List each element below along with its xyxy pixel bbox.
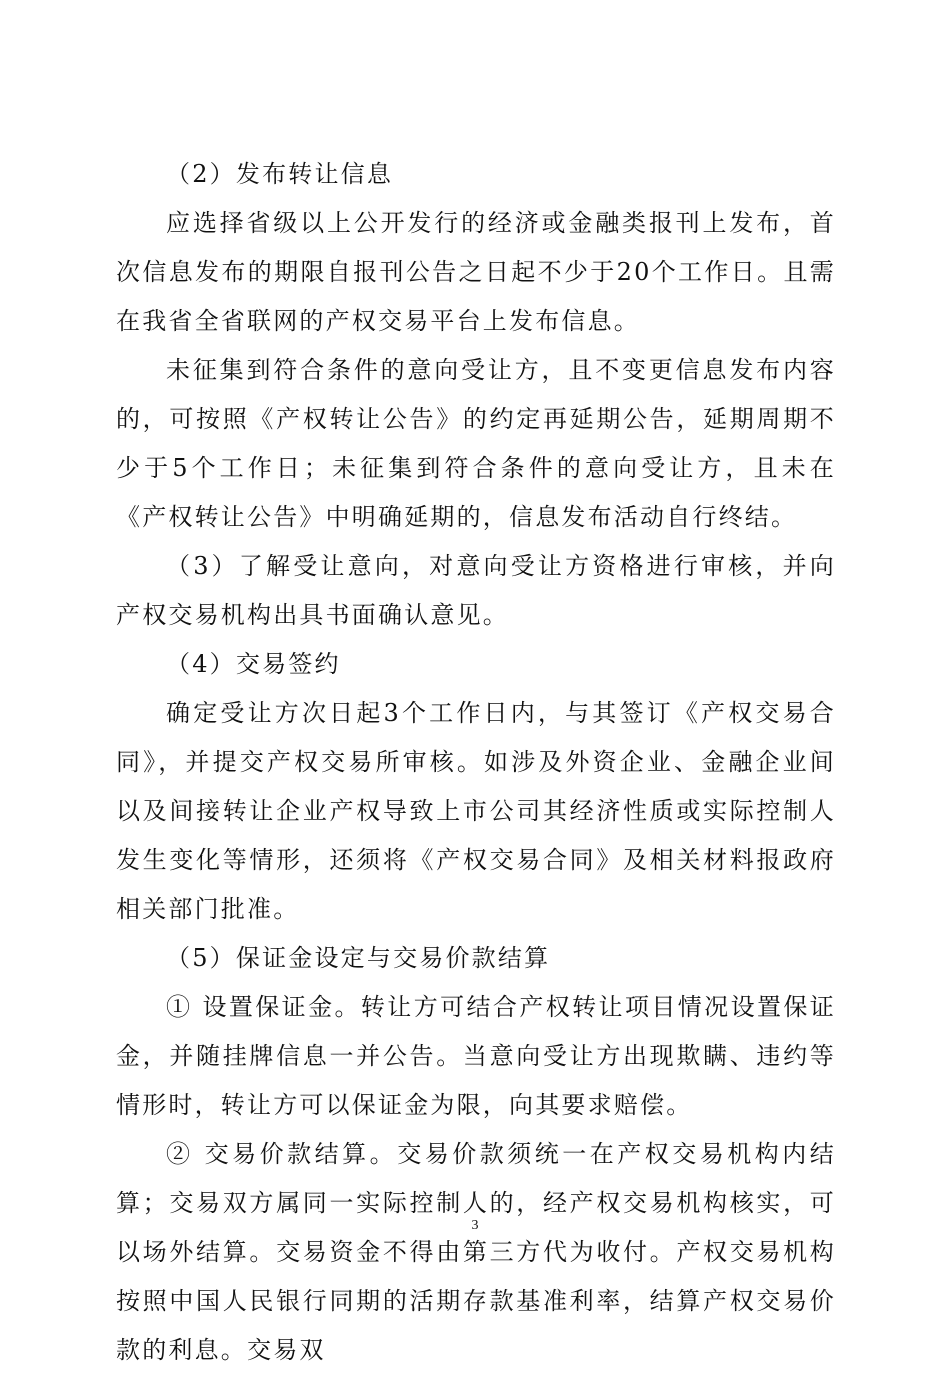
paragraph-extension-rules: 未征集到符合条件的意向受让方，且不变更信息发布内容的，可按照《产权转让公告》的约定再延期公告，延期周期不少于5个工作日；未征集到符合条件的意向受让方，且未在《产权转让公告》中明确延期的，信息发布活动自行终结。 xyxy=(116,356,836,531)
section-heading-publish-info: （2）发布转让信息 xyxy=(166,160,394,188)
paragraph-deposit: ① 设置保证金。转让方可结合产权转让项目情况设置保证金，并随挂牌信息一并公告。当意向受让方出现欺瞒、违约等情形时，转让方可以保证金为限，向其要求赔偿。 xyxy=(116,993,836,1119)
paragraph-signing-rules: 确定受让方次日起3个工作日内，与其签订《产权交易合同》，并提交产权交易所审核。如涉及外资企业、金融企业间以及间接转让企业产权导致上市公司其经济性质或实际控制人发生变化等情形，还须将《产权交易合同》及相关材料报政府相关部门批准。 xyxy=(116,699,836,923)
page-number: 3 xyxy=(471,1218,479,1233)
paragraph-settlement: ② 交易价款结算。交易价款须统一在产权交易机构内结算；交易双方属同一实际控制人的，经产权交易机构核实，可以场外结算。交易资金不得由第三方代为收付。产权交易机构按照中国人民银行同期的活期存款基准利率，结算产权交易价款的利息。交易双 xyxy=(116,1140,836,1364)
section-heading-signing: （4）交易签约 xyxy=(166,650,341,678)
section-heading-review-intent: （3）了解受让意向，对意向受让方资格进行审核，并向产权交易机构出具书面确认意见。 xyxy=(116,552,836,629)
paragraph-publish-requirements: 应选择省级以上公开发行的经济或金融类报刊上发布，首次信息发布的期限自报刊公告之日起不少于20个工作日。且需在我省全省联网的产权交易平台上发布信息。 xyxy=(116,209,836,335)
section-heading-deposit-settlement: （5）保证金设定与交易价款结算 xyxy=(166,944,551,972)
document-body xyxy=(116,150,836,1375)
